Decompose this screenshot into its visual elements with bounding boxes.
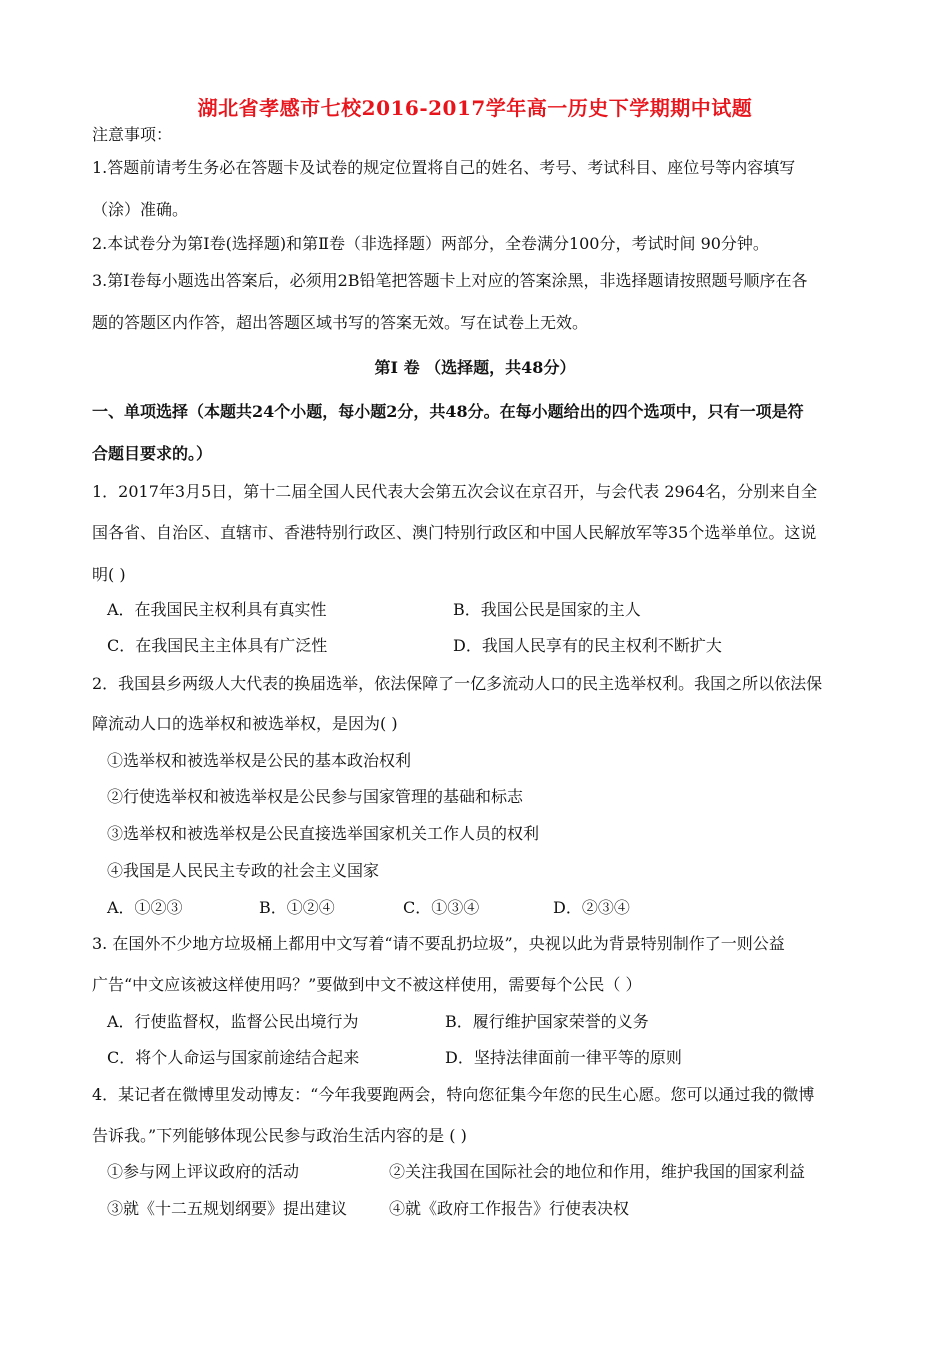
- q1-option-c: C．在我国民主主体具有广泛性: [107, 636, 328, 655]
- notice-item-2: 2.本试卷分为第Ⅰ卷(选择题)和第Ⅱ卷（非选择题）两部分，全卷满分100分，考试时间 90分钟。: [92, 234, 769, 253]
- q2-option-b: B．①②④: [259, 898, 335, 917]
- q2-statement-3: ③选举权和被选举权是公民直接选举国家机关工作人员的权利: [107, 824, 540, 843]
- q1-option-b: B．我国公民是国家的主人: [453, 600, 641, 619]
- notice-item-3-line-2: 题的答题区内作答，超出答题区域书写的答案无效。写在试卷上无效。: [92, 313, 589, 332]
- q3-stem-line-1: 3. 在国外不少地方垃圾桶上都用中文写着“请不要乱扔垃圾”，央视以此为背景特别制作了一则公益: [92, 934, 785, 953]
- notice-item-1-line-2: （涂）准确。: [92, 200, 189, 219]
- notice-item-3-line-1: 3.第Ⅰ卷每小题选出答案后，必须用2B铅笔把答题卡上对应的答案涂黑，非选择题请按照题号顺序在各: [92, 271, 808, 290]
- q1-option-a: A．在我国民主权利具有真实性: [107, 600, 327, 619]
- q3-option-d: D．坚持法律面前一律平等的原则: [445, 1048, 682, 1067]
- q2-option-a: A．①②③: [107, 898, 183, 917]
- notice-item-1-line-1: 1.答题前请考生务必在答题卡及试卷的规定位置将自己的姓名、考号、考试科目、座位号等内容填写: [92, 158, 796, 177]
- q4-statement-1: ①参与网上评议政府的活动: [107, 1162, 300, 1181]
- q1-stem-line-1: 1．2017年3月5日，第十二届全国人民代表大会第五次会议在京召开，与会代表 2964名，分别来自全: [92, 482, 818, 501]
- q4-stem-line-1: 4．某记者在微博里发动博友：“今年我要跑两会，特向您征集今年您的民生心愿。您可以通过我的微博: [92, 1085, 815, 1104]
- q1-stem-line-3: 明( ): [92, 565, 126, 584]
- q2-option-d: D．②③④: [553, 898, 630, 917]
- notice-heading: 注意事项：: [92, 125, 173, 144]
- q3-option-b: B．履行维护国家荣誉的义务: [445, 1012, 649, 1031]
- q2-stem-line-1: 2．我国县乡两级人大代表的换届选举，依法保障了一亿多流动人口的民主选举权利。我国之所以依法保: [92, 674, 823, 693]
- q2-statement-1: ①选举权和被选举权是公民的基本政治权利: [107, 751, 412, 770]
- q4-statement-2: ②关注我国在国际社会的地位和作用，维护我国的国家利益: [389, 1162, 806, 1181]
- q2-stem-line-2: 障流动人口的选举权和被选举权，是因为( ): [92, 714, 398, 733]
- q1-option-d: D．我国人民享有的民主权利不断扩大: [453, 636, 722, 655]
- q4-statement-3: ③就《十二五规划纲要》提出建议: [107, 1199, 348, 1218]
- exam-title: 湖北省孝感市七校2016-2017学年高一历史下学期期中试题: [197, 96, 753, 120]
- part-heading-line-1: 一、单项选择（本题共24个小题，每小题2分，共48分。在每小题给出的四个选项中，只有一项是符: [92, 402, 804, 421]
- part-heading-line-2: 合题目要求的。）: [92, 444, 213, 463]
- q3-option-c: C．将个人命运与国家前途结合起来: [107, 1048, 360, 1067]
- q2-option-c: C．①③④: [403, 898, 480, 917]
- q3-option-a: A．行使监督权，监督公民出境行为: [107, 1012, 359, 1031]
- q1-stem-line-2: 国各省、自治区、直辖市、香港特别行政区、澳门特别行政区和中国人民解放军等35个选举单位。这说: [92, 523, 817, 542]
- q3-stem-line-2: 广告“中文应该被这样使用吗？”要做到中文不被这样使用，需要每个公民（ ）: [92, 975, 642, 994]
- q4-stem-line-2: 告诉我。”下列能够体现公民参与政治生活内容的是 ( ): [92, 1126, 467, 1145]
- section-title: 第Ⅰ 卷 （选择题，共48分）: [374, 358, 576, 377]
- q4-statement-4: ④就《政府工作报告》行使表决权: [389, 1199, 630, 1218]
- q2-statement-4: ④我国是人民民主专政的社会主义国家: [107, 861, 380, 880]
- q2-statement-2: ②行使选举权和被选举权是公民参与国家管理的基础和标志: [107, 787, 524, 806]
